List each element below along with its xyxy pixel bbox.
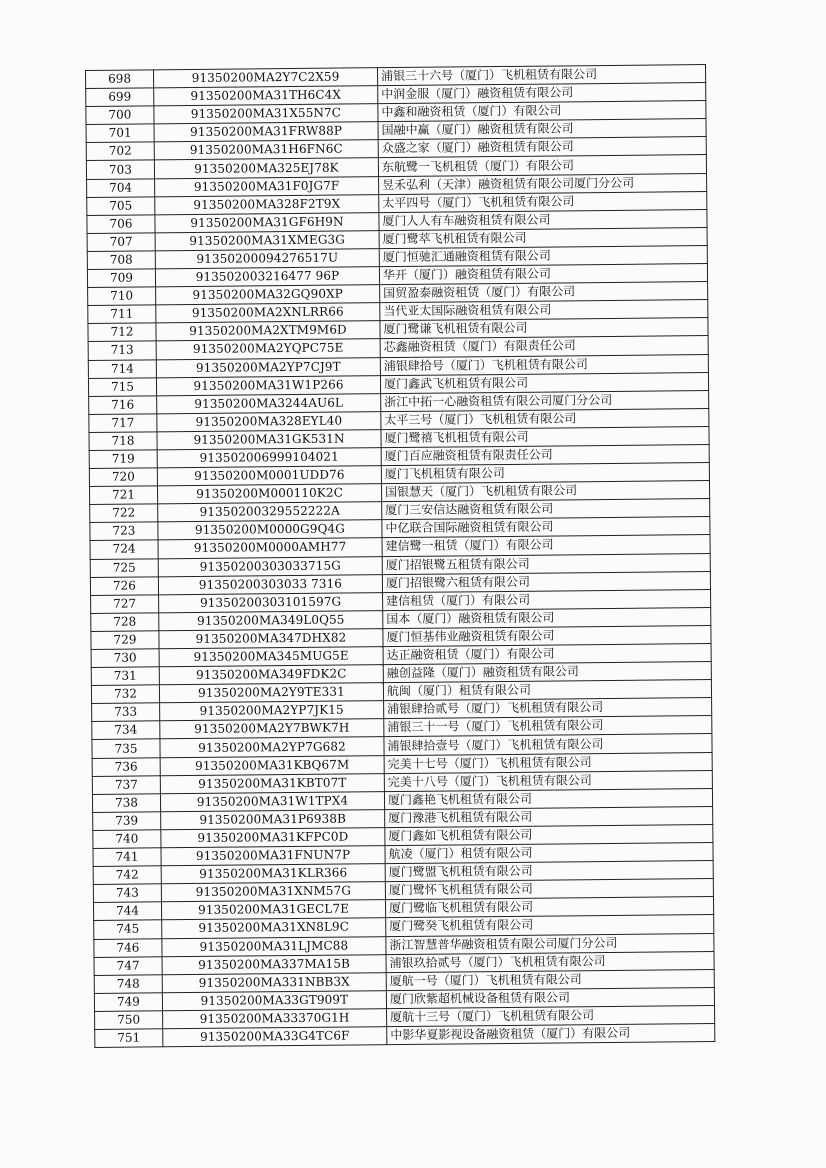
- row-number: 698: [86, 70, 154, 89]
- company-name: 国贸盈泰融资租赁（厦门）有限公司: [380, 282, 708, 303]
- credit-code: 91350200MA325EJ78K: [154, 158, 378, 178]
- company-name: 中润金服（厦门）融资租赁有限公司: [378, 83, 706, 104]
- row-number: 739: [93, 812, 161, 831]
- credit-code: 91350200MA2Y7C2X59: [154, 68, 378, 88]
- company-name: 中鑫和融资租赁（厦门）有限公司: [378, 101, 706, 122]
- credit-code: 91350200MA31KBT07T: [160, 773, 384, 793]
- company-name: 浦银三十六号（厦门）飞机租赁有限公司: [377, 65, 705, 86]
- company-name: 完美十八号（厦门）飞机租赁有限公司: [384, 770, 712, 791]
- credit-code: 91350200094276517U: [155, 249, 379, 269]
- row-number: 741: [93, 848, 161, 867]
- row-number: 723: [90, 522, 158, 541]
- company-name: 厦航一号（厦门）飞机租赁有限公司: [386, 969, 714, 990]
- company-name: 厦门三安信达融资租赁有限公司: [382, 499, 710, 520]
- row-number: 713: [88, 341, 156, 360]
- row-number: 743: [93, 884, 161, 903]
- credit-code: 91350200MA349FDK2C: [159, 665, 383, 685]
- row-number: 744: [93, 902, 161, 921]
- row-number: 716: [89, 396, 157, 415]
- company-name: 浙江智慧普华融资租赁有限公司厦门分公司: [386, 933, 714, 954]
- row-number: 727: [91, 595, 159, 614]
- credit-code: 91350200MA337MA15B: [162, 954, 386, 974]
- row-number: 728: [91, 613, 159, 632]
- company-name: 众盛之家（厦门）融资租赁有限公司: [378, 137, 706, 158]
- row-number: 721: [89, 486, 157, 505]
- credit-code: 91350200MA3244AU6L: [157, 393, 381, 413]
- row-number: 724: [90, 540, 158, 559]
- company-name: 厦门鹭癸飞机租赁有限公司: [386, 915, 714, 936]
- company-name: 昱禾弘利（天津）融资租赁有限公司厦门分公司: [379, 173, 707, 194]
- row-number: 745: [94, 920, 162, 939]
- company-name: 浦银肆拾壹号（厦门）飞机租赁有限公司: [384, 734, 712, 755]
- company-name: 浦银玖拾贰号（厦门）飞机租赁有限公司: [386, 951, 714, 972]
- company-name: 完美十七号（厦门）飞机租赁有限公司: [384, 752, 712, 773]
- company-name: 太平三号（厦门）飞机租赁有限公司: [381, 408, 709, 429]
- credit-code: 91350200MA31KLR366: [161, 864, 385, 884]
- company-name: 航闽（厦门）租赁有限公司: [383, 680, 711, 701]
- row-number: 730: [91, 649, 159, 668]
- row-number: 748: [94, 974, 162, 993]
- row-number: 735: [92, 739, 160, 758]
- company-name: 厦门鹭临飞机租赁有限公司: [385, 897, 713, 918]
- credit-code: 91350200M0000AMH77: [158, 538, 382, 558]
- company-name: 厦门鹭怀飞机租赁有限公司: [385, 879, 713, 900]
- row-number: 742: [93, 866, 161, 885]
- company-name: 厦航十三号（厦门）飞机租赁有限公司: [387, 1005, 715, 1026]
- credit-code: 91350200MA2YQPC75E: [156, 339, 380, 359]
- row-number: 738: [92, 794, 160, 813]
- company-name: 厦门鹭谦飞机租赁有限公司: [380, 318, 708, 339]
- credit-code: 91350200MA331NBB3X: [162, 972, 386, 992]
- credit-code: 91350200MA31X55N7C: [154, 104, 378, 124]
- credit-code: 91350200MA31GK531N: [157, 430, 381, 450]
- credit-code: 91350200MA31TH6C4X: [154, 86, 378, 106]
- credit-code: 91350200MA32GQ90XP: [156, 285, 380, 305]
- credit-code: 91350200MA2XTM9M6D: [156, 321, 380, 341]
- credit-code: 91350200MA31FNUN7P: [161, 846, 385, 866]
- row-number: 734: [92, 721, 160, 740]
- credit-code: 91350200MA31LJMC88: [162, 936, 386, 956]
- company-name: 国融中赢（厦门）融资租赁有限公司: [378, 119, 706, 140]
- row-number: 705: [87, 196, 155, 215]
- row-number: 710: [88, 287, 156, 306]
- company-name: 厦门招银鹭五租赁有限公司: [382, 553, 710, 574]
- row-number: 708: [87, 251, 155, 270]
- credit-code: 91350200M0001UDD76: [157, 466, 381, 486]
- credit-code: 91350200MA2XNLRR66: [156, 303, 380, 323]
- row-number: 699: [86, 88, 154, 107]
- row-number: 707: [87, 233, 155, 252]
- company-name: 厦门豫港飞机租赁有限公司: [385, 806, 713, 827]
- company-name: 当代亚太国际融资租赁有限公司: [380, 300, 708, 321]
- row-number: 712: [88, 323, 156, 342]
- company-name: 厦门鹭盟飞机租赁有限公司: [385, 861, 713, 882]
- row-number: 711: [88, 305, 156, 324]
- company-name: 厦门鑫武飞机租赁有限公司: [380, 372, 708, 393]
- credit-code: 91350200MA33370G1H: [163, 1009, 387, 1029]
- credit-code: 91350200303033 7316: [158, 574, 382, 594]
- company-name: 厦门鑫如飞机租赁有限公司: [385, 824, 713, 845]
- credit-code: 91350200MA2YP7JK15: [160, 701, 384, 721]
- row-number: 736: [92, 757, 160, 776]
- row-number: 732: [91, 685, 159, 704]
- company-name: 中影华夏影视设备融资租赁（厦门）有限公司: [387, 1023, 715, 1044]
- company-name: 厦门招银鹭六租赁有限公司: [382, 571, 710, 592]
- row-number: 750: [95, 1011, 163, 1030]
- credit-code: 91350200MA345MUG5E: [159, 647, 383, 667]
- company-name: 中亿联合国际融资租赁有限公司: [382, 517, 710, 538]
- company-name: 浦银三十一号（厦门）飞机租赁有限公司: [384, 716, 712, 737]
- company-name: 国本（厦门）融资租赁有限公司: [383, 607, 711, 628]
- credit-code: 913502003216477 96P: [155, 267, 379, 287]
- row-number: 718: [89, 432, 157, 451]
- company-name: 厦门恒基伟业融资租赁有限公司: [383, 625, 711, 646]
- row-number: 702: [86, 142, 154, 161]
- company-name: 融创益隆（厦门）融资租赁有限公司: [383, 662, 711, 683]
- credit-code: 91350200MA328F2T9X: [155, 194, 379, 214]
- company-name: 厦门鹭禧飞机租赁有限公司: [381, 426, 709, 447]
- credit-code: 91350200M000110K2C: [157, 484, 381, 504]
- row-number: 729: [91, 631, 159, 650]
- company-name: 太平四号（厦门）飞机租赁有限公司: [379, 191, 707, 212]
- table-body: [86, 65, 715, 1048]
- row-number: 715: [88, 377, 156, 396]
- company-name: 东航鹭一飞机租赁（厦门）有限公司: [378, 155, 706, 176]
- row-number: 747: [94, 956, 162, 975]
- credit-code: 91350200329552222A: [158, 502, 382, 522]
- credit-code: 91350200MA33G4TC6F: [163, 1027, 387, 1047]
- row-number: 731: [91, 667, 159, 686]
- credit-code: 913502006999104021: [157, 448, 381, 468]
- credit-code: 91350200M0000G9Q4G: [158, 520, 382, 540]
- company-name: 厦门百应融资租赁有限责任公司: [381, 444, 709, 465]
- credit-code: 91350200MA31KBQ67M: [160, 755, 384, 775]
- company-registry-table: [85, 64, 715, 1048]
- row-number: 720: [89, 468, 157, 487]
- row-number: 726: [90, 576, 158, 595]
- credit-code: 91350200MA31H6FN6C: [154, 140, 378, 160]
- credit-code: 91350200MA347DHX82: [159, 629, 383, 649]
- company-name: 浙江中拓一心融资租赁有限公司厦门分公司: [381, 390, 709, 411]
- row-number: 719: [89, 450, 157, 469]
- company-name: 华开（厦门）融资租赁有限公司: [379, 264, 707, 285]
- credit-code: 91350200MA31GECL7E: [161, 900, 385, 920]
- row-number: 751: [95, 1029, 163, 1048]
- credit-code: 91350200MA31XMEG3G: [155, 231, 379, 251]
- credit-code: 91350200MA31P6938B: [161, 810, 385, 830]
- credit-code: 91350200MA31XN8L9C: [162, 918, 386, 938]
- company-name: 达正融资租赁（厦门）有限公司: [383, 644, 711, 665]
- credit-code: 91350200MA31XNM57G: [161, 882, 385, 902]
- credit-code: 91350200MA349L0Q55: [159, 610, 383, 630]
- company-name: 厦门人人有车融资租赁有限公司: [379, 209, 707, 230]
- company-name: 厦门恒驰汇通融资租赁有限公司: [379, 245, 707, 266]
- credit-code: 91350200MA31GF6H9N: [155, 212, 379, 232]
- row-number: 725: [90, 558, 158, 577]
- row-number: 714: [88, 359, 156, 378]
- credit-code: 91350200MA2Y7BWK7H: [160, 719, 384, 739]
- row-number: 717: [89, 414, 157, 433]
- row-number: 703: [86, 160, 154, 179]
- company-name: 建信鹭一租赁（厦门）有限公司: [382, 535, 710, 556]
- credit-code: 91350200MA31FRW88P: [154, 122, 378, 142]
- credit-code: 91350200303033715G: [158, 556, 382, 576]
- company-name: 建信租赁（厦门）有限公司: [383, 589, 711, 610]
- company-name: 厦门飞机租赁有限公司: [381, 463, 709, 484]
- company-name: 浦银肆拾号（厦门）飞机租赁有限公司: [380, 354, 708, 375]
- credit-code: 91350200MA2YP7CJ9T: [156, 357, 380, 377]
- company-name: 厦门鹭萃飞机租赁有限公司: [379, 227, 707, 248]
- company-name: 厦门鑫艳飞机租赁有限公司: [384, 788, 712, 809]
- row-number: 749: [94, 993, 162, 1012]
- credit-code: 91350200MA33GT909T: [162, 990, 386, 1010]
- company-name: 芯鑫融资租赁（厦门）有限责任公司: [380, 336, 708, 357]
- company-name: 厦门欣紫超机械设备租赁有限公司: [386, 987, 714, 1008]
- credit-code: 91350200MA328EYL40: [157, 411, 381, 431]
- row-number: 733: [92, 703, 160, 722]
- company-name: 浦银肆拾贰号（厦门）飞机租赁有限公司: [384, 698, 712, 719]
- row-number: 746: [94, 938, 162, 957]
- credit-code: 91350200303101597G: [159, 592, 383, 612]
- credit-code: 91350200MA2Y9TE331: [159, 683, 383, 703]
- row-number: 740: [93, 830, 161, 849]
- credit-code: 91350200MA31F0JG7F: [155, 176, 379, 196]
- company-name: 国银慧天（厦门）飞机租赁有限公司: [381, 481, 709, 502]
- row-number: 704: [87, 178, 155, 197]
- credit-code: 91350200MA2YP7G682: [160, 737, 384, 757]
- company-name: 航凌（厦门）租赁有限公司: [385, 843, 713, 864]
- row-number: 701: [86, 124, 154, 143]
- credit-code: 91350200MA31W1TPX4: [160, 791, 384, 811]
- credit-code: 91350200MA31W1P266: [156, 375, 380, 395]
- row-number: 737: [92, 775, 160, 794]
- row-number: 706: [87, 215, 155, 234]
- row-number: 709: [87, 269, 155, 288]
- row-number: 700: [86, 106, 154, 125]
- credit-code: 91350200MA31KFPC0D: [161, 828, 385, 848]
- row-number: 722: [90, 504, 158, 523]
